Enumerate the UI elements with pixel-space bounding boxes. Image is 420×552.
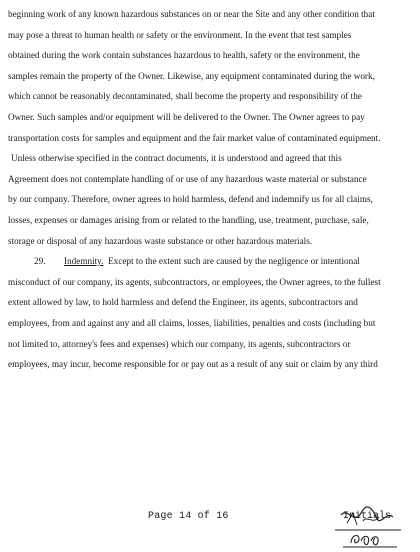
initials-signature	[333, 503, 413, 549]
text-line: beginning work of any known hazardous substances on or near the Site and any other condition that	[8, 9, 375, 19]
text-line: which cannot be reasonably decontaminated, shall become the property and responsibility of the	[8, 91, 362, 102]
text-line: storage or disposal of any hazardous waste substance or other hazardous materials.	[8, 235, 313, 246]
text-line: extent allowed by law, to hold harmless and defend the Engineer, its agents, subcontractors and	[8, 297, 358, 308]
document-body	[8, 4, 412, 375]
hazardous-substances-paragraph	[8, 4, 412, 251]
text-line: by our company. Therefore, owner agrees to hold harmless, defend and indemnify us for all claims,	[8, 194, 373, 205]
text-line: employees, from and against any and all claims, losses, liabilities, penalties and costs (including but	[8, 317, 376, 328]
initials-label: Initials	[343, 511, 392, 522]
text-line: Agreement does not contemplate handling of or use of any hazardous waste material or substance	[8, 173, 367, 184]
indemnity-section	[8, 251, 412, 375]
text-line: Owner. Such samples and/or equipment will be delivered to the Owner. The Owner agrees to pay	[8, 111, 365, 122]
text-line: transportation costs for samples and equipment and the fair market value of contaminated equipment.	[8, 132, 381, 143]
section-first-line-text: Except to the extent such are caused by the negligence or intentional	[108, 256, 360, 267]
text-line: employees, may incur, become responsible for or pay out as a result of any suit or claim by any third	[8, 359, 378, 370]
text-line: not limited to, attorney's fees and expenses) which our company, its agents, subcontractors or	[8, 338, 351, 349]
initials-block	[333, 503, 413, 549]
text-line: losses, expenses or damages arising from or related to the handling, use, treatment, purchase, sale,	[8, 214, 369, 225]
text-line: samples remain the property of the Owner. Likewise, any equipment contaminated during the work,	[8, 70, 375, 81]
text-line: Unless otherwise specified in the contract documents, it is understood and agreed that this	[11, 153, 342, 164]
text-line: may pose a threat to human health or safety or the environment. In the event that test samples	[8, 29, 352, 40]
section-heading: Indemnity.	[64, 256, 104, 267]
text-line: misconduct of our company, its agents, subcontractors, or employees, the Owner agrees, to the fullest	[8, 276, 381, 287]
section-first-line	[8, 251, 412, 272]
section-number: 29.	[34, 256, 46, 267]
page-number: Page 14 of 16	[148, 511, 229, 522]
text-line: obtained during the work contain substances hazardous to health, safety or the environment, the	[8, 50, 360, 61]
